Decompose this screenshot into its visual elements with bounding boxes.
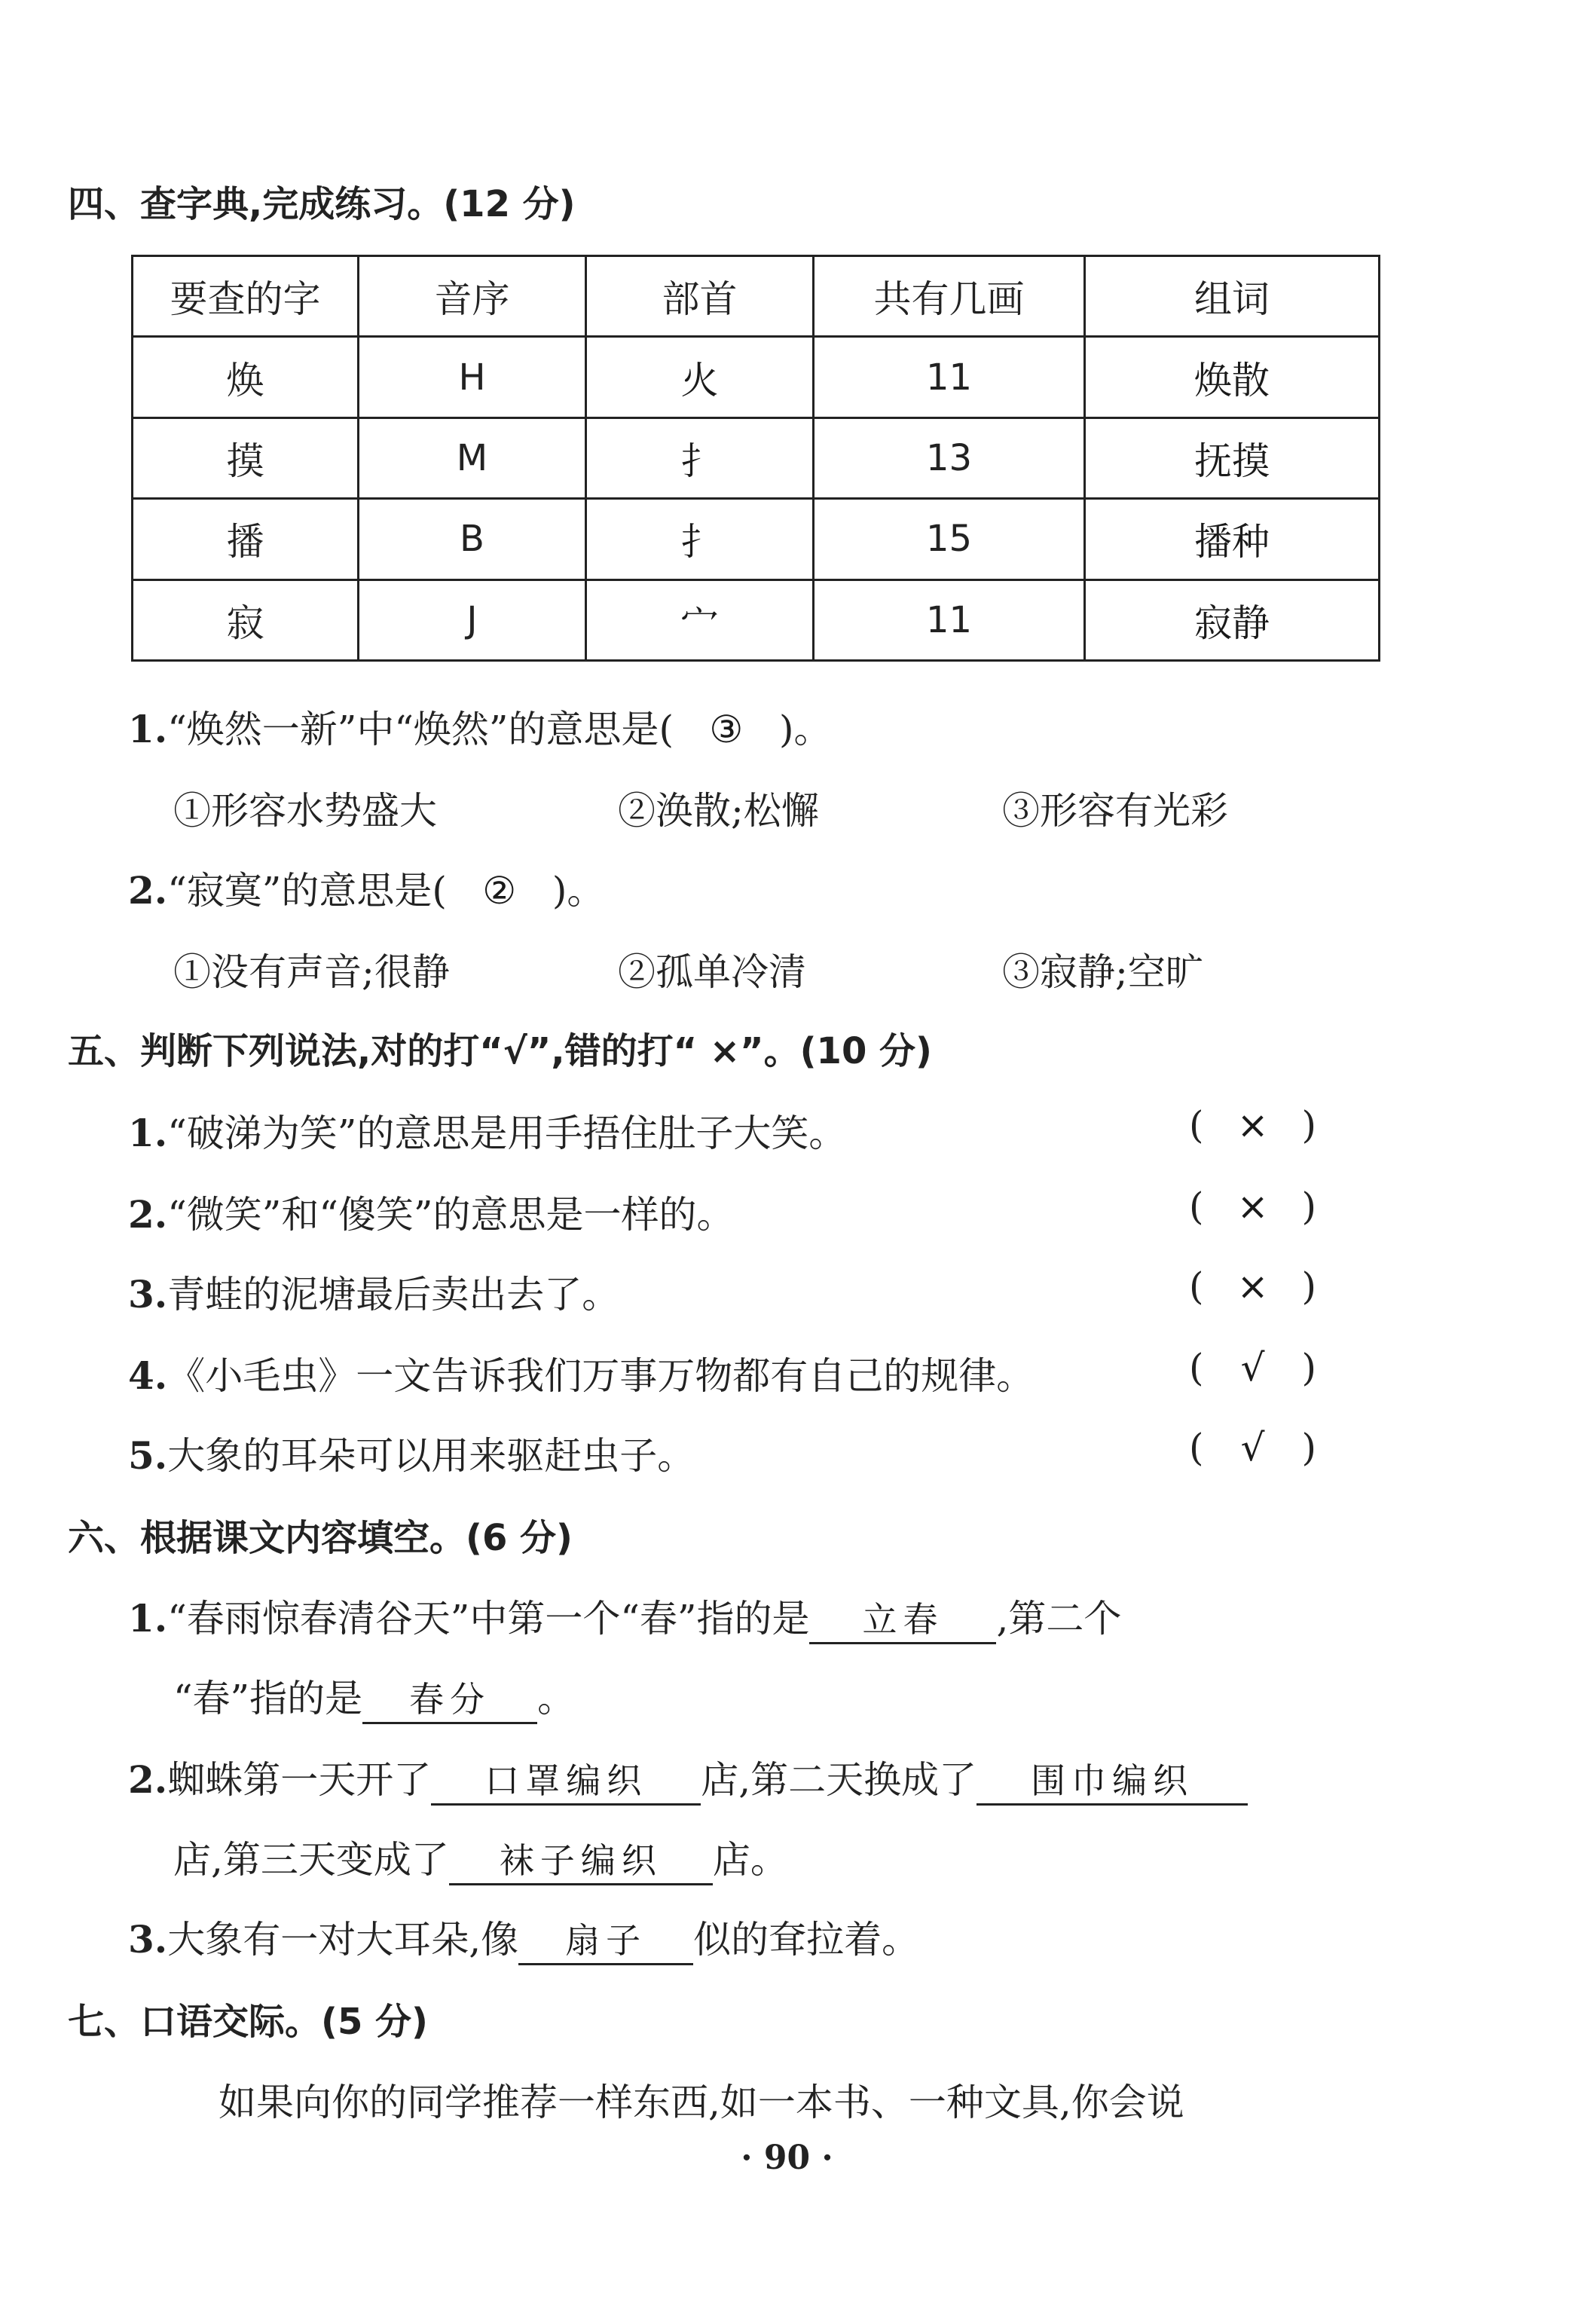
- judge-answer: [1189, 1264, 1316, 1308]
- table-cell-char: 寂: [133, 579, 359, 660]
- section-5-title: 五、判断下列说法,对的打“√”,错的打“ ×”。(10 分): [68, 1030, 932, 1072]
- table-cell-strokes: 11: [814, 579, 1085, 660]
- option-list: [173, 781, 1228, 835]
- table-cell-strokes: 11: [814, 337, 1085, 417]
- question-number: 3.: [128, 1272, 168, 1316]
- question-number: 5.: [128, 1433, 168, 1478]
- answer-choice: ②: [482, 869, 517, 913]
- answer-blank: [362, 1672, 537, 1724]
- table-cell-initial: B: [359, 499, 586, 579]
- dictionary-table: [131, 255, 1380, 662]
- table-cell-char: 摸: [133, 417, 359, 498]
- table-row: [133, 499, 1380, 579]
- answer-text: 春分: [409, 1679, 491, 1720]
- answer-choice: ③: [709, 708, 744, 751]
- judge-answer: [1189, 1346, 1316, 1390]
- question-number: 4.: [128, 1353, 168, 1398]
- table-row: [133, 337, 1380, 417]
- question-text: 店,第三天变成了: [173, 1838, 449, 1882]
- judge-answer: [1189, 1185, 1316, 1228]
- table-header: 组词: [1085, 256, 1380, 337]
- paren-open: (: [1189, 1103, 1204, 1147]
- question-number: 1.: [128, 1111, 168, 1155]
- statement-text: “破涕为笑”的意思是用手捂住肚子大笑。: [167, 1112, 847, 1155]
- table-cell-strokes: 15: [814, 499, 1085, 579]
- paren-close: ): [1301, 1103, 1317, 1147]
- option-item: ①形容水势盛大: [173, 789, 437, 833]
- table-header: 要查的字: [133, 256, 359, 337]
- answer-blank: [976, 1754, 1248, 1806]
- question-suffix: )。: [778, 708, 832, 751]
- answer-blank: [431, 1754, 701, 1806]
- judge-item: [128, 1185, 734, 1239]
- judge-mark: ×: [1236, 1264, 1269, 1308]
- table-cell-radical: 火: [586, 337, 814, 417]
- question-text: “春”指的是: [173, 1677, 363, 1720]
- option-item: ②孤单冷清: [618, 950, 806, 994]
- question-number: 1.: [128, 707, 168, 751]
- option-item: ③寂静;空旷: [1002, 950, 1203, 994]
- table-header: 部首: [586, 256, 814, 337]
- table-cell-word: 抚摸: [1085, 417, 1380, 498]
- judge-item: [128, 1103, 846, 1157]
- judge-item: [128, 1346, 1034, 1400]
- table-cell-radical: 扌: [586, 499, 814, 579]
- section-7-title: 七、口语交际。(5 分): [68, 2001, 428, 2043]
- question-suffix: )。: [552, 869, 605, 913]
- fill-question-3: [128, 1910, 919, 1965]
- question-4-2: [128, 861, 604, 915]
- judge-mark: ×: [1236, 1103, 1269, 1147]
- judge-mark: √: [1240, 1346, 1265, 1390]
- question-text: 店。: [712, 1838, 788, 1882]
- statement-text: 青蛙的泥塘最后卖出去了。: [167, 1273, 620, 1316]
- table-row: [133, 579, 1380, 660]
- table-cell-word: 播种: [1085, 499, 1380, 579]
- table-header-row: [133, 256, 1380, 337]
- paren-close: ): [1301, 1426, 1317, 1469]
- option-item: ②涣散;松懈: [618, 789, 819, 833]
- table-cell-char: 播: [133, 499, 359, 579]
- judge-item: [128, 1264, 619, 1319]
- judge-mark: √: [1240, 1426, 1265, 1469]
- table-row: [133, 417, 1380, 498]
- question-number: 1.: [128, 1596, 168, 1641]
- table-cell-word: 寂静: [1085, 579, 1380, 660]
- question-text: 。: [537, 1677, 576, 1720]
- answer-blank: [518, 1913, 693, 1965]
- question-text: ,第二个: [996, 1597, 1122, 1641]
- table-header: 共有几画: [814, 256, 1085, 337]
- answer-text: 扇子: [565, 1920, 647, 1961]
- table-cell-initial: J: [359, 579, 586, 660]
- question-4-1: [128, 699, 831, 754]
- answer-text: 口罩编织: [484, 1760, 648, 1801]
- table-cell-word: 焕散: [1085, 337, 1380, 417]
- question-text: 大象有一对大耳朵,像: [167, 1918, 519, 1962]
- paren-open: (: [1189, 1264, 1204, 1308]
- paren-open: (: [1189, 1185, 1204, 1228]
- question-text: 店,第二天换成了: [701, 1758, 977, 1802]
- statement-text: 《小毛虫》一文告诉我们万事万物都有自己的规律。: [167, 1354, 1035, 1398]
- judge-answer: [1189, 1426, 1316, 1469]
- question-number: 2.: [128, 868, 168, 913]
- option-list: [173, 942, 1203, 996]
- judge-answer: [1189, 1103, 1316, 1147]
- question-number: 2.: [128, 1757, 168, 1802]
- fill-question-1-cont: [173, 1668, 575, 1724]
- table-cell-char: 焕: [133, 337, 359, 417]
- paren-open: (: [1189, 1346, 1204, 1390]
- section-6-title: 六、根据课文内容填空。(6 分): [68, 1517, 573, 1559]
- paren-open: (: [1189, 1426, 1204, 1469]
- option-item: ①没有声音;很静: [173, 950, 450, 994]
- answer-blank: [809, 1592, 996, 1644]
- fill-question-1: [128, 1589, 1121, 1644]
- table-cell-initial: M: [359, 417, 586, 498]
- option-item: ③形容有光彩: [1002, 789, 1228, 833]
- statement-text: “微笑”和“傻笑”的意思是一样的。: [167, 1193, 735, 1237]
- answer-blank: [449, 1833, 713, 1885]
- fill-question-2: [128, 1750, 1248, 1806]
- judge-mark: ×: [1236, 1185, 1269, 1228]
- question-text: “春雨惊春清谷天”中第一个“春”指的是: [167, 1597, 810, 1641]
- question-text: 蜘蛛第一天开了: [167, 1758, 432, 1802]
- fill-question-2-cont: [173, 1830, 788, 1885]
- table-cell-initial: H: [359, 337, 586, 417]
- table-cell-strokes: 13: [814, 417, 1085, 498]
- statement-text: 大象的耳朵可以用来驱赶虫子。: [167, 1434, 695, 1478]
- section-7-text: 如果向你的同学推荐一样东西,如一本书、一种文具,你会说: [219, 2081, 1184, 2124]
- table-header: 音序: [359, 256, 586, 337]
- paren-close: ): [1301, 1264, 1317, 1308]
- question-number: 2.: [128, 1192, 168, 1237]
- table-cell-radical: 宀: [586, 579, 814, 660]
- page-number: · 90 ·: [741, 2139, 833, 2177]
- answer-text: 立春: [862, 1599, 944, 1640]
- paren-close: ): [1301, 1185, 1317, 1228]
- answer-text: 袜子编织: [499, 1840, 662, 1881]
- judge-item: [128, 1426, 695, 1480]
- question-text: “焕然一新”中“焕然”的意思是(: [167, 708, 674, 751]
- section-4-title: 四、查字典,完成练习。(12 分): [68, 183, 576, 225]
- question-text: 似的耷拉着。: [693, 1918, 920, 1962]
- table-cell-radical: 扌: [586, 417, 814, 498]
- paren-close: ): [1301, 1346, 1317, 1390]
- question-text: “寂寞”的意思是(: [167, 869, 447, 913]
- answer-text: 围巾编织: [1031, 1760, 1194, 1801]
- question-number: 3.: [128, 1917, 168, 1962]
